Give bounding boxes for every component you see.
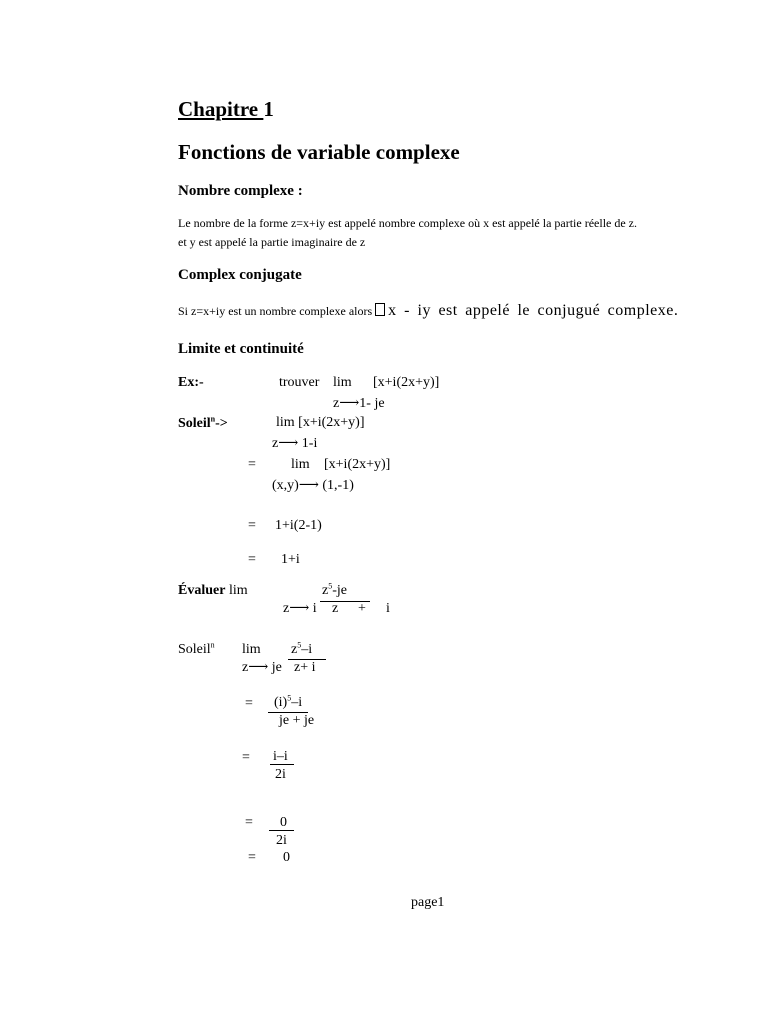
- solution2-step2-equals: =: [242, 750, 250, 765]
- solution2-step1-denominator: je + je: [279, 713, 315, 728]
- solution2-step4-value: 0: [283, 850, 290, 865]
- page-number: page1: [411, 895, 445, 910]
- evaluate-label: Évaluer lim: [178, 583, 248, 598]
- evaluate-denominator-plus: +: [358, 601, 366, 616]
- solution2-step3-equals: =: [245, 815, 253, 830]
- section-heading-limit: Limite et continuité: [178, 341, 304, 357]
- conjugate-lead: Si z=x+iy est un nombre complexe alors: [178, 304, 373, 318]
- example-expression: [x+i(2x+y)]: [373, 375, 440, 390]
- missing-glyph-box: [375, 303, 385, 316]
- chapter-word: Chapitre: [178, 97, 264, 121]
- example-trouver: trouver: [279, 375, 320, 390]
- section-heading-complex-number: Nombre complexe :: [178, 183, 303, 199]
- solution2-lim: lim: [242, 642, 261, 657]
- solution-step2-subscript: (x,y)⟶ (1,-1): [272, 478, 354, 493]
- example-lim: lim: [333, 375, 352, 390]
- solution-step3-equals: =: [248, 518, 256, 533]
- chapter-heading: [178, 99, 274, 120]
- example-label: Ex:-: [178, 375, 204, 390]
- solution-step2-expression: [x+i(2x+y)]: [324, 457, 391, 472]
- evaluate-numerator: $z^5-je$: [322, 581, 347, 598]
- solution-step4-value: 1+i: [281, 552, 300, 567]
- evaluate-denominator-i: i: [386, 601, 390, 616]
- solution2-step1-equals: =: [245, 696, 253, 711]
- solution2-denominator: z+ i: [294, 660, 316, 675]
- solution-label: Soleil$^n$->: [178, 414, 228, 431]
- page-title: Fonctions de variable complexe: [178, 140, 460, 164]
- solution-step3-value: 1+i(2-1): [275, 518, 322, 533]
- solution2-step3-denominator: 2i: [276, 833, 287, 848]
- solution-step2-lim: lim: [291, 457, 310, 472]
- solution-step1-subscript: z⟶ 1-i: [272, 436, 318, 451]
- solution2-label: Soleil$^n$: [178, 640, 215, 657]
- solution2-step3-numerator: 0: [280, 815, 287, 830]
- solution-step2-equals: =: [248, 457, 256, 472]
- definition-line-2: et y est appelé la partie imaginaire de z: [178, 235, 366, 249]
- solution2-numerator: $z^5-i$: [291, 640, 313, 657]
- definition-line-1: Le nombre de la forme z=x+iy est appelé nombre complexe où x est appelé la partie réelle de z.: [178, 216, 638, 230]
- solution-step1-expression: lim [x+i(2x+y)]: [276, 415, 365, 430]
- evaluate-lim: lim: [228, 583, 248, 598]
- solution2-step1-numerator: $(i)^5-i$: [274, 693, 303, 710]
- solution2-step2-denominator: 2i: [275, 767, 286, 782]
- example-limit-subscript: z⟶1- je: [333, 396, 385, 411]
- conjugate-rest: x - iy est appelé le conjugué complexe.: [388, 302, 679, 319]
- solution-step4-equals: =: [248, 552, 256, 567]
- solution2-limit-subscript: z⟶ je: [242, 660, 282, 675]
- chapter-number: 1: [263, 97, 274, 121]
- solution2-step2-fraction-bar: [270, 764, 294, 765]
- conjugate-sentence: [178, 303, 678, 319]
- solution2-step4-equals: =: [248, 850, 256, 865]
- solution2-step2-numerator: i–i: [273, 749, 288, 764]
- evaluate-limit-subscript: z⟶ i: [283, 601, 317, 616]
- evaluate-denominator-z: z: [332, 601, 339, 616]
- solution2-step3-fraction-bar: [269, 830, 294, 831]
- section-heading-conjugate: Complex conjugate: [178, 267, 302, 283]
